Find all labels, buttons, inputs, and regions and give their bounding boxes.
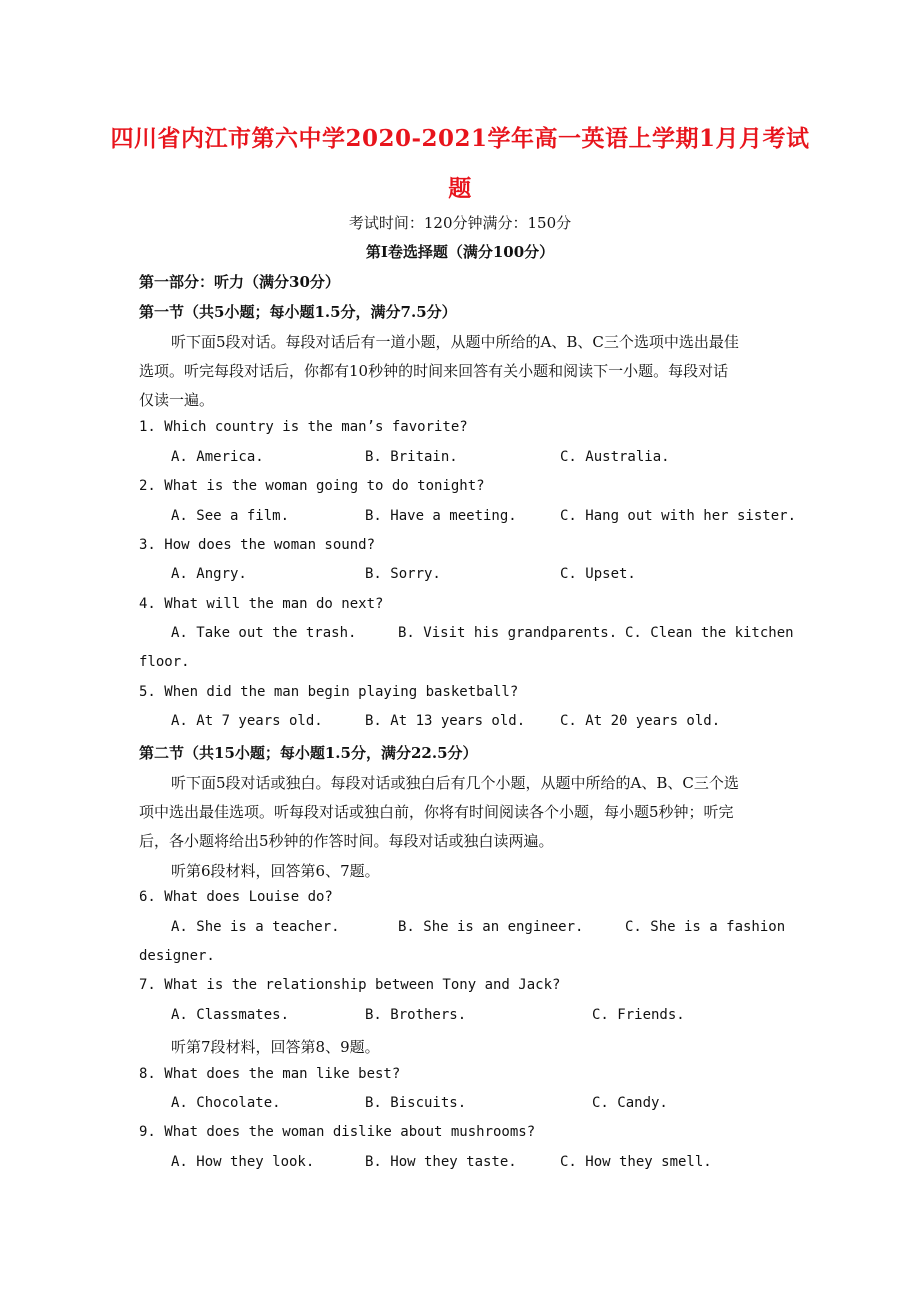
question-4-option-c: C. Clean the kitchen — [625, 625, 794, 641]
question-2: 2. What is the woman going to do tonight? — [139, 478, 485, 494]
question-5-option-b: B. At 13 years old. — [365, 713, 526, 729]
question-1-option-c: C. Australia. — [560, 449, 670, 465]
question-7-option-c: C. Friends. — [592, 1007, 685, 1023]
exam-info: 考试时间：120分钟满分：150分 — [348, 214, 572, 232]
section2-instruction-line: 后，各小题将给出5秒钟的作答时间。每段对话或独白读两遍。 — [139, 832, 554, 850]
question-6-option-a: A. She is a teacher. — [171, 919, 340, 935]
question-6: 6. What does Louise do? — [139, 889, 333, 905]
material-7-note: 听第7段材料，回答第8、9题。 — [171, 1038, 380, 1056]
question-8-option-b: B. Biscuits. — [365, 1095, 467, 1111]
question-3: 3. How does the woman sound? — [139, 537, 376, 553]
question-7: 7. What is the relationship between Tony and Jack? — [139, 977, 561, 993]
section1-instruction-line: 选项。听完每段对话后，你都有10秒钟的时间来回答有关小题和阅读下一小题。每段对话 — [139, 362, 729, 380]
section2-instruction-line: 项中选出最佳选项。听每段对话或独白前，你将有时间阅读各个小题，每小题5秒钟；听完 — [139, 803, 734, 821]
question-8: 8. What does the man like best? — [139, 1066, 401, 1082]
volume-title: 第Ⅰ卷选择题（满分100分） — [365, 243, 555, 261]
question-6-option-b: B. She is an engineer. — [398, 919, 584, 935]
section1-heading: 第一节（共5小题；每小题1.5分，满分7.5分） — [139, 303, 457, 321]
question-9-option-a: A. How they look. — [171, 1154, 315, 1170]
question-3-option-c: C. Upset. — [560, 566, 636, 582]
question-3-option-b: B. Sorry. — [365, 566, 441, 582]
question-5: 5. When did the man begin playing basketball? — [139, 684, 519, 700]
question-6-option-c: C. She is a fashion — [625, 919, 786, 935]
question-6-option-c-wrap: designer. — [139, 948, 215, 964]
question-9: 9. What does the woman dislike about mushrooms? — [139, 1124, 536, 1140]
question-9-option-c: C. How they smell. — [560, 1154, 712, 1170]
question-2-option-b: B. Have a meeting. — [365, 508, 517, 524]
question-2-option-a: A. See a film. — [171, 508, 290, 524]
section1-instruction-line: 听下面5段对话。每段对话后有一道小题，从题中所给的A、B、C三个选项中选出最佳 — [171, 333, 739, 351]
question-7-option-a: A. Classmates. — [171, 1007, 290, 1023]
document-title-line-2: 题 — [448, 175, 472, 202]
question-4: 4. What will the man do next? — [139, 596, 384, 612]
question-5-option-c: C. At 20 years old. — [560, 713, 721, 729]
question-8-option-a: A. Chocolate. — [171, 1095, 281, 1111]
section2-instruction-line: 听下面5段对话或独白。每段对话或独白后有几个小题，从题中所给的A、B、C三个选 — [171, 774, 739, 792]
question-7-option-b: B. Brothers. — [365, 1007, 467, 1023]
question-5-option-a: A. At 7 years old. — [171, 713, 323, 729]
question-9-option-b: B. How they taste. — [365, 1154, 517, 1170]
question-1: 1. Which country is the man’s favorite? — [139, 419, 468, 435]
question-4-option-b: B. Visit his grandparents. — [398, 625, 618, 641]
material-6-note: 听第6段材料，回答第6、7题。 — [171, 862, 380, 880]
question-2-option-c: C. Hang out with her sister. — [560, 508, 797, 524]
question-4-option-a: A. Take out the trash. — [171, 625, 357, 641]
question-1-option-a: A. America. — [171, 449, 264, 465]
question-4-option-c-wrap: floor. — [139, 654, 190, 670]
document-title-line-1: 四川省内江市第六中学2020-2021学年高一英语上学期1月月考试 — [110, 125, 810, 152]
part1-heading: 第一部分：听力（满分30分） — [139, 273, 340, 291]
section2-heading: 第二节（共15小题；每小题1.5分，满分22.5分） — [139, 744, 478, 762]
question-1-option-b: B. Britain. — [365, 449, 458, 465]
question-8-option-c: C. Candy. — [592, 1095, 668, 1111]
question-3-option-a: A. Angry. — [171, 566, 247, 582]
section1-instruction-line: 仅读一遍。 — [139, 391, 215, 409]
